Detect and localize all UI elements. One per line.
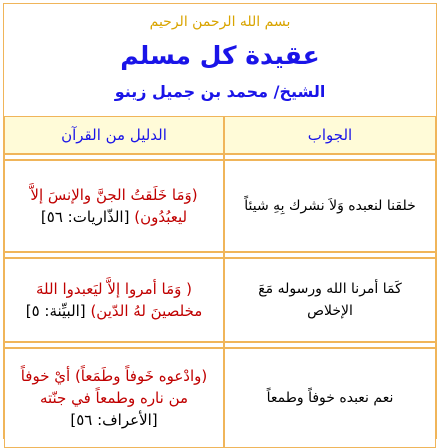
- answer-cell: خلقنا لنعبده وَلاَ نشرك بِهِ شيئاً: [224, 160, 436, 252]
- answer-cell: نعم نعبده خوفاً وطمعاً: [224, 348, 436, 448]
- table-row: [4, 348, 436, 448]
- evidence-cell: [4, 348, 224, 448]
- author-line: الشيخ/ محمد بن جميل زينو: [114, 82, 326, 101]
- verse-reference: [الأعراف: ٥٦]: [70, 411, 158, 429]
- evidence-cell: [4, 258, 224, 342]
- table-row: [4, 160, 436, 252]
- basmala: بسم الله الرحمن الرحيم: [149, 14, 291, 30]
- table-row: [4, 258, 436, 342]
- page-title: عقيدة كل مسلم: [120, 41, 320, 70]
- answer-cell: كَمَا أمرنا الله ورسوله مَعَ الإخلاص: [224, 258, 436, 342]
- qa-table: [4, 116, 436, 448]
- document-page: [3, 3, 437, 439]
- quran-verse: (وادْعوه خَوفاً وطَمَعاً) أيْ خوفاً من ناره وطمعاً في جنّته: [20, 367, 208, 407]
- column-header-evidence: الدليل من القرآن: [4, 116, 224, 154]
- column-header-answer: الجواب: [224, 116, 436, 154]
- header: [4, 4, 436, 114]
- table-header-row: [4, 116, 436, 154]
- evidence-cell: [4, 160, 224, 252]
- quran-verse: ( وَمَا أمروا إلاَّ ليَعبدوا اللهَ مخلصينَ لهُ الدّين): [35, 280, 203, 320]
- verse-reference: [الذّاريات: ٥٦]: [40, 208, 130, 226]
- verse-reference: [البيِّنة: ٥]: [25, 302, 86, 320]
- quran-verse: (وَمَا خَلَقتُ الجنَّ والإنسَ إلاَّ ليعبُدُون): [30, 186, 198, 226]
